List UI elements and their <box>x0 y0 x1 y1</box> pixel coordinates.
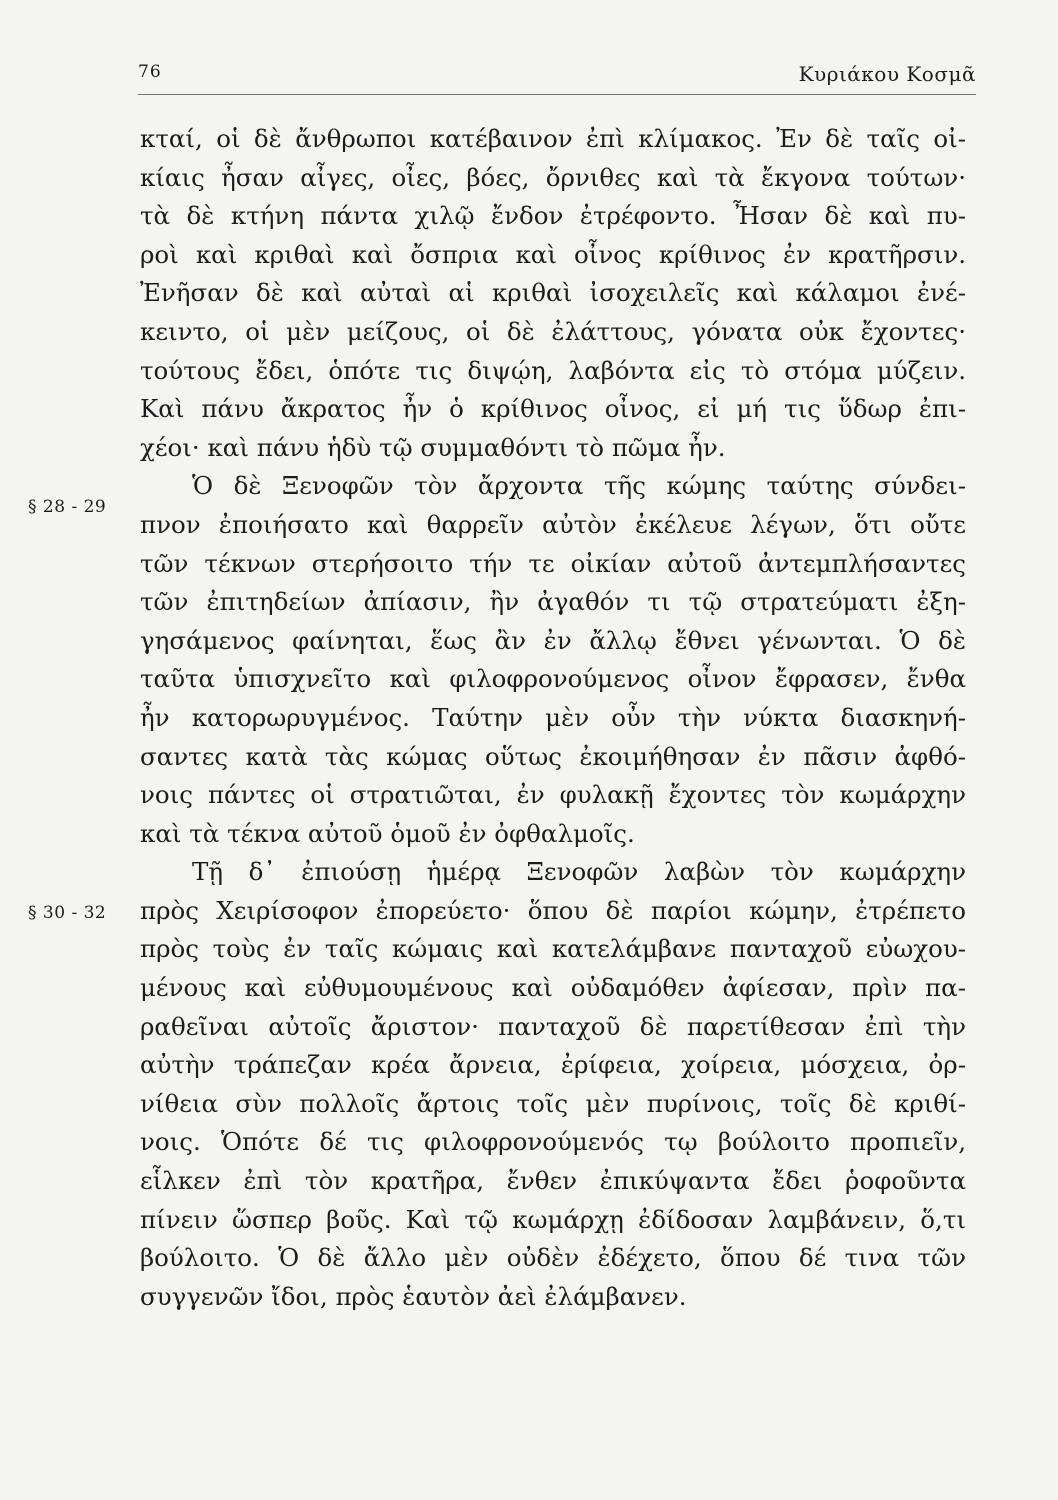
text-line: συγγενῶν ἴδοι, πρὸς ἑαυτὸν ἀεὶ ἐλάμβανεν. <box>140 1281 687 1311</box>
header-rule <box>138 94 976 95</box>
text-line: τὰ δὲ κτήνη πάντα χιλῷ ἔνδον ἐτρέφοντο. Ἦσαν δὲ καὶ πυ- <box>140 201 966 231</box>
text-line: νοις πάντες οἱ στρατιῶται, ἐν φυλακῇ ἔχοντες τὸν κωμάρχην <box>140 780 966 810</box>
text-line: σαντες κατὰ τὰς κώμας οὕτως ἐκοιμήθησαν ἐν πᾶσιν ἀφθό- <box>140 741 966 771</box>
text-line: τῶν ἐπιτηδείων ἀπίασιν, ἢν ἀγαθόν τι τῷ στρατεύματι ἐξη- <box>140 587 966 617</box>
text-line: ροὶ καὶ κριθαὶ καὶ ὄσπρια καὶ οἶνος κρίθινος ἐν κρατῆρσιν. <box>140 239 966 269</box>
text-line: Καὶ πάνυ ἄκρατος ἦν ὁ κρίθινος οἶνος, εἰ μή τις ὕδωρ ἐπι- <box>140 394 966 424</box>
text-line: κίαις ἦσαν αἶγες, οἶες, βόες, ὄρνιθες καὶ τὰ ἔκγονα τούτων· <box>140 162 966 192</box>
text-line: εἷλκεν ἐπὶ τὸν κρατῆρα, ἔνθεν ἐπικύψαντα ἔδει ῥοφοῦντα <box>140 1166 966 1196</box>
text-line: καὶ τὰ τέκνα αὐτοῦ ὁμοῦ ἐν ὀφθαλμοῖς. <box>140 818 635 848</box>
marginal-ref-28-29: § 28 - 29 <box>28 497 107 517</box>
text-line: μένους καὶ εὐθυμουμένους καὶ οὐδαμόθεν ἀφίεσαν, πρὶν πα- <box>140 973 966 1003</box>
text-line: ραθεῖναι αὐτοῖς ἄριστον· πανταχοῦ δὲ παρετίθεσαν ἐπὶ τὴν <box>140 1011 966 1041</box>
text-line: τούτους ἔδει, ὁπότε τις διψῴη, λαβόντα εἰς τὸ στόμα μύζειν. <box>140 355 966 385</box>
text-line: πνον ἐποιήσατο καὶ θαρρεῖν αὐτὸν ἐκέλευε λέγων, ὅτι οὔτε <box>140 509 966 539</box>
text-line: αὐτὴν τράπεζαν κρέα ἄρνεια, ἐρίφεια, χοίρεια, μόσχεια, ὀρ- <box>140 1050 966 1080</box>
text-line: πίνειν ὥσπερ βοῦς. Καὶ τῷ κωμάρχῃ ἐδίδοσαν λαμβάνειν, ὅ,τι <box>140 1204 966 1234</box>
text-line: γησάμενος φαίνηται, ἕως ἂν ἐν ἄλλῳ ἔθνει γένωνται. Ὁ δὲ <box>140 625 966 655</box>
text-line: νοις. Ὁπότε δέ τις φιλοφρονούμενός τῳ βούλοιτο προπιεῖν, <box>140 1127 966 1157</box>
page-number: 76 <box>138 62 162 82</box>
text-line: βούλοιτο. Ὁ δὲ ἄλλο μὲν οὐδὲν ἐδέχετο, ὅπου δέ τινα τῶν <box>140 1243 966 1273</box>
text-line: ἦν κατορωρυγμένος. Ταύτην μὲν οὖν τὴν νύκτα διασκηνή- <box>140 702 966 732</box>
marginal-ref-30-32: § 30 - 32 <box>28 903 107 923</box>
text-line: Ἐνῆσαν δὲ καὶ αὐταὶ αἱ κριθαὶ ἰσοχειλεῖς καὶ κάλαμοι ἐνέ- <box>140 278 966 308</box>
text-line: Τῇ δ᾽ ἐπιούσῃ ἡμέρᾳ Ξενοφῶν λαβὼν τὸν κωμάρχην <box>192 857 966 887</box>
body-text <box>140 120 966 1316</box>
text-line: κταί, οἱ δὲ ἄνθρωποι κατέβαινον ἐπὶ κλίμακος. Ἐν δὲ ταῖς οἰ- <box>140 124 966 153</box>
running-head: Κυριάκου Κοσμᾶ <box>798 62 976 86</box>
text-line: νίθεια σὺν πολλοῖς ἄρτοις τοῖς μὲν πυρίνοις, τοῖς δὲ κριθί- <box>140 1088 966 1118</box>
text-line: πρὸς τοὺς ἐν ταῖς κώμαις καὶ κατελάμβανε πανταχοῦ εὐωχου- <box>140 934 966 964</box>
text-line: χέοι· καὶ πάνυ ἡδὺ τῷ συμμαθόντι τὸ πῶμα ἦν. <box>140 432 726 462</box>
text-line: Ὁ δὲ Ξενοφῶν τὸν ἄρχοντα τῆς κώμης ταύτης σύνδει- <box>192 471 966 501</box>
text-line: ταῦτα ὑπισχνεῖτο καὶ φιλοφρονούμενος οἶνον ἔφρασεν, ἔνθα <box>140 664 966 694</box>
text-line: τῶν τέκνων στερήσοιτο τήν τε οἰκίαν αὐτοῦ ἀντεμπλήσαντες <box>140 548 966 578</box>
text-line: πρὸς Χειρίσοφον ἐπορεύετο· ὅπου δὲ παρίοι κώμην, ἐτρέπετο <box>140 895 966 925</box>
text-line: κειντο, οἱ μὲν μείζους, οἱ δὲ ἐλάττους, γόνατα οὐκ ἔχοντες· <box>140 316 966 346</box>
